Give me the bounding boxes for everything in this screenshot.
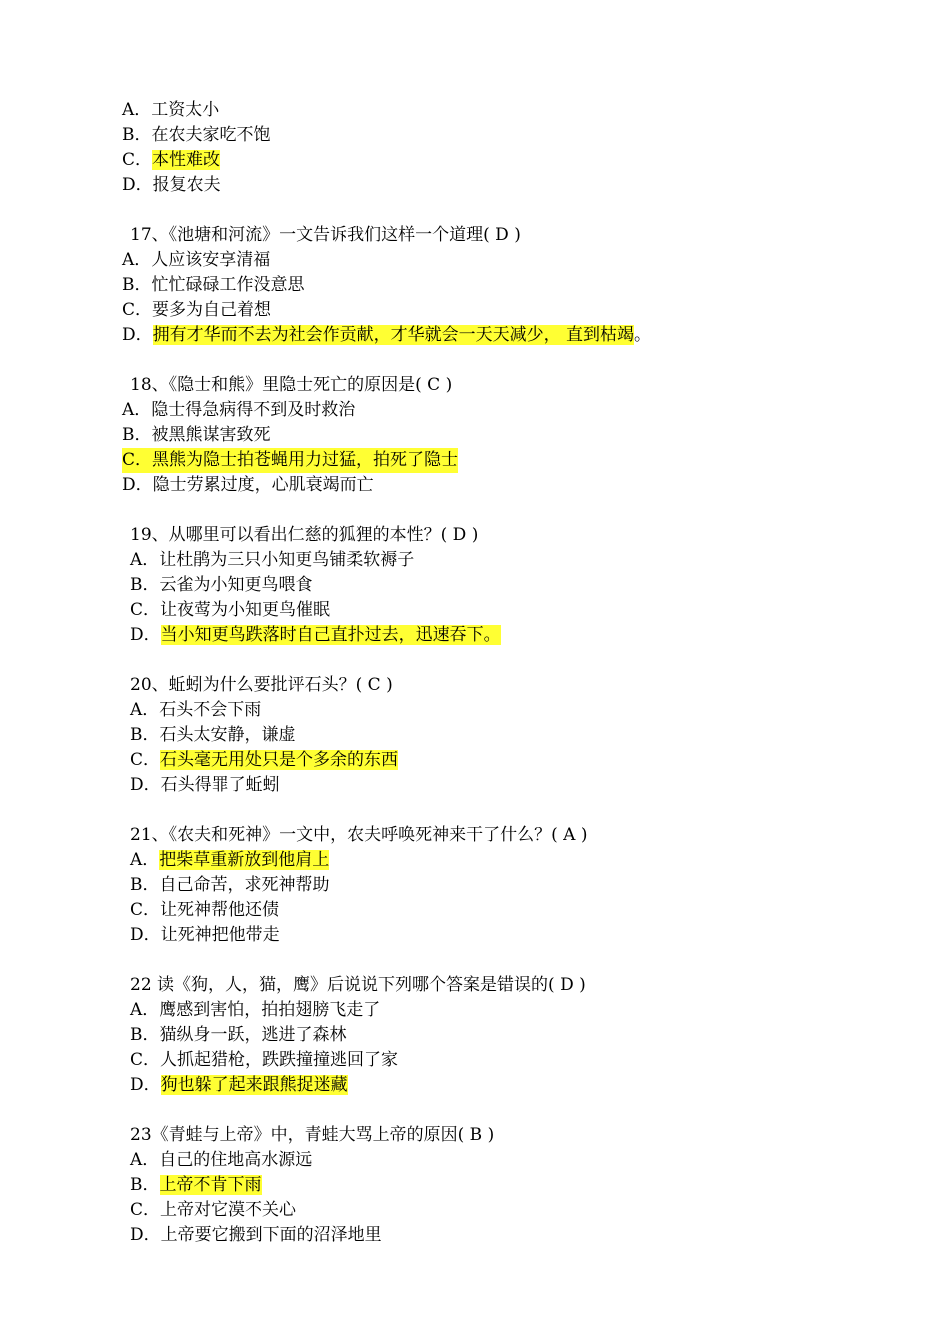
option-text: 拥有才华而不去为社会作贡献，才华就会一天天减少， 直到枯竭 <box>152 325 635 345</box>
answer-option <box>122 398 902 423</box>
option-label: C． <box>130 600 161 620</box>
option-label: A． <box>130 1000 160 1020</box>
answer-option <box>122 748 902 773</box>
answer-option <box>122 698 902 723</box>
answer-option <box>122 1148 902 1173</box>
option-label: C． <box>130 1050 161 1070</box>
option-label: B． <box>122 275 152 295</box>
option-label: D． <box>122 325 153 345</box>
option-label: D． <box>130 625 161 645</box>
option-label: A． <box>130 1150 160 1170</box>
blank-line <box>122 498 902 523</box>
option-text: 云雀为小知更鸟喂食 <box>159 575 313 595</box>
blank-line <box>122 948 902 973</box>
answer-option <box>122 273 902 298</box>
option-label: C． <box>122 150 153 170</box>
answer-option <box>122 298 902 323</box>
option-label: B． <box>130 575 160 595</box>
answer-option <box>122 773 902 798</box>
answer-option <box>122 423 902 448</box>
blank-line <box>122 348 902 373</box>
question-text: 21、《农夫和死神》一文中，农夫呼唤死神来干了什么？( A ) <box>130 825 588 845</box>
option-text: 要多为自己着想 <box>152 300 272 320</box>
answer-option <box>122 323 902 348</box>
answer-option <box>122 123 902 148</box>
question-text: 20、蚯蚓为什么要批评石头？( C ) <box>130 675 393 695</box>
answer-option <box>122 1023 902 1048</box>
option-label: D． <box>130 925 161 945</box>
option-label: D． <box>130 1225 161 1245</box>
option-label: C． <box>130 900 161 920</box>
question-text: 22 读《狗，人，猫，鹰》后说说下列哪个答案是错误的( D ) <box>130 975 586 995</box>
option-text: 忙忙碌碌工作没意思 <box>151 275 305 295</box>
question-text: 23《青蛙与上帝》中，青蛙大骂上帝的原因( B ) <box>130 1125 495 1145</box>
answer-option <box>122 148 902 173</box>
answer-option <box>122 98 902 123</box>
option-label: C． <box>130 1200 161 1220</box>
option-text: 石头太安静，谦虚 <box>159 725 296 745</box>
option-text: 狗也躲了起来跟熊捉迷藏 <box>160 1075 348 1095</box>
option-label: A． <box>122 400 152 420</box>
option-label: C． <box>130 750 161 770</box>
question-text: 19、从哪里可以看出仁慈的狐狸的本性？( D ) <box>130 525 479 545</box>
option-label: C． <box>122 450 153 470</box>
option-text: 人抓起猎枪，跌跌撞撞逃回了家 <box>160 1050 399 1070</box>
option-text: 本性难改 <box>152 150 221 170</box>
option-label: D． <box>122 475 153 495</box>
answer-option <box>122 473 902 498</box>
blank-line <box>122 648 902 673</box>
option-text: 让杜鹃为三只小知更鸟铺柔软褥子 <box>159 550 415 570</box>
option-label: B． <box>130 1025 160 1045</box>
answer-option <box>122 873 902 898</box>
option-text: 把柴草重新放到他肩上 <box>159 850 330 870</box>
option-label: A． <box>122 250 152 270</box>
option-label: B． <box>130 725 160 745</box>
option-suffix: 。 <box>634 325 652 345</box>
answer-option <box>122 248 902 273</box>
answer-option <box>122 623 902 648</box>
option-label: A． <box>130 550 160 570</box>
option-label: B． <box>130 1175 160 1195</box>
option-text: 上帝不肯下雨 <box>159 1175 262 1195</box>
answer-option <box>122 573 902 598</box>
option-label: A． <box>122 100 152 120</box>
answer-option <box>122 1073 902 1098</box>
answer-option <box>122 998 902 1023</box>
answer-option <box>122 1048 902 1073</box>
answer-option <box>122 898 902 923</box>
option-text: 当小知更鸟跌落时自己直扑过去，迅速吞下。 <box>160 625 501 645</box>
option-text: 石头毫无用处只是个多余的东西 <box>160 750 399 770</box>
question-text: 18、《隐士和熊》里隐士死亡的原因是( C ) <box>130 375 453 395</box>
option-text: 自己的住地高水源远 <box>159 1150 313 1170</box>
option-text: 被黑熊谋害致死 <box>151 425 271 445</box>
answer-option <box>122 923 902 948</box>
answer-option <box>122 723 902 748</box>
blank-line <box>122 198 902 223</box>
option-text: 在农夫家吃不饱 <box>151 125 271 145</box>
option-text: 工资太小 <box>151 100 220 120</box>
question-text: 17、《池塘和河流》一文告诉我们这样一个道理( D ) <box>130 225 521 245</box>
blank-line <box>122 798 902 823</box>
option-text: 鹰感到害怕，拍拍翅膀飞走了 <box>159 1000 381 1020</box>
option-label: C． <box>122 300 153 320</box>
answer-option <box>122 1173 902 1198</box>
option-label: A． <box>130 700 160 720</box>
option-label: B． <box>122 125 152 145</box>
answer-option <box>122 1198 902 1223</box>
option-text: 上帝要它搬到下面的沼泽地里 <box>160 1225 382 1245</box>
answer-option <box>122 1223 902 1248</box>
option-text: 让夜莺为小知更鸟催眠 <box>160 600 331 620</box>
answer-option <box>122 548 902 573</box>
option-text: 人应该安享清福 <box>151 250 271 270</box>
option-text: 石头得罪了蚯蚓 <box>160 775 280 795</box>
option-text: 隐士得急病得不到及时救治 <box>151 400 356 420</box>
option-label: B． <box>130 875 160 895</box>
option-text: 隐士劳累过度，心肌衰竭而亡 <box>152 475 374 495</box>
answer-option <box>122 448 458 473</box>
option-label: B． <box>122 425 152 445</box>
highlighted-option-row <box>122 448 902 473</box>
option-text: 让死神帮他还债 <box>160 900 280 920</box>
option-text: 石头不会下雨 <box>159 700 262 720</box>
option-text: 黑熊为隐士拍苍蝇用力过猛，拍死了隐士 <box>152 450 459 470</box>
option-text: 报复农夫 <box>152 175 221 195</box>
quiz-content <box>122 98 902 1248</box>
option-label: D． <box>130 1075 161 1095</box>
option-text: 上帝对它漠不关心 <box>160 1200 297 1220</box>
option-text: 猫纵身一跃，逃进了森林 <box>159 1025 347 1045</box>
option-label: D． <box>122 175 153 195</box>
blank-line <box>122 1098 902 1123</box>
option-label: D． <box>130 775 161 795</box>
option-text: 让死神把他带走 <box>160 925 280 945</box>
answer-option <box>122 848 902 873</box>
answer-option <box>122 598 902 623</box>
option-label: A． <box>130 850 160 870</box>
answer-option <box>122 173 902 198</box>
option-text: 自己命苦，求死神帮助 <box>159 875 330 895</box>
